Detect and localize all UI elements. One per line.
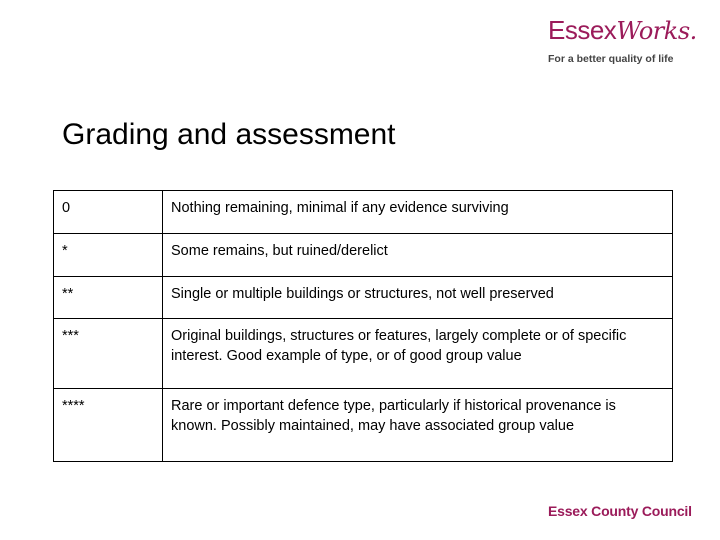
essexworks-logo bbox=[548, 14, 698, 65]
grade-cell: 0 bbox=[54, 191, 163, 234]
essex-county-council-logo: Essex County Council bbox=[548, 503, 692, 519]
grade-cell: *** bbox=[54, 319, 163, 389]
description-cell: Rare or important defence type, particularly if historical provenance is known. Possibly maintained, may have associated group value bbox=[163, 389, 673, 462]
logo-brand-part2: Works. bbox=[616, 17, 697, 45]
grade-cell: * bbox=[54, 234, 163, 277]
logo-brand-part1: Essex bbox=[548, 15, 617, 45]
description-cell: Single or multiple buildings or structures, not well preserved bbox=[163, 277, 673, 319]
grade-cell: ** bbox=[54, 277, 163, 319]
grade-cell: **** bbox=[54, 389, 163, 462]
logo-tagline: For a better quality of life bbox=[548, 53, 674, 65]
grading-table bbox=[53, 190, 673, 462]
table-row bbox=[54, 389, 673, 462]
logo-wordmark bbox=[548, 14, 698, 47]
description-cell: Nothing remaining, minimal if any evidence surviving bbox=[163, 191, 673, 234]
table-row bbox=[54, 191, 673, 234]
table-row bbox=[54, 234, 673, 277]
table-row bbox=[54, 319, 673, 389]
description-cell: Some remains, but ruined/derelict bbox=[163, 234, 673, 277]
table-row bbox=[54, 277, 673, 319]
description-cell: Original buildings, structures or features, largely complete or of specific interest. Good example of type, or of good group value bbox=[163, 319, 673, 389]
page-title: Grading and assessment bbox=[62, 118, 396, 151]
